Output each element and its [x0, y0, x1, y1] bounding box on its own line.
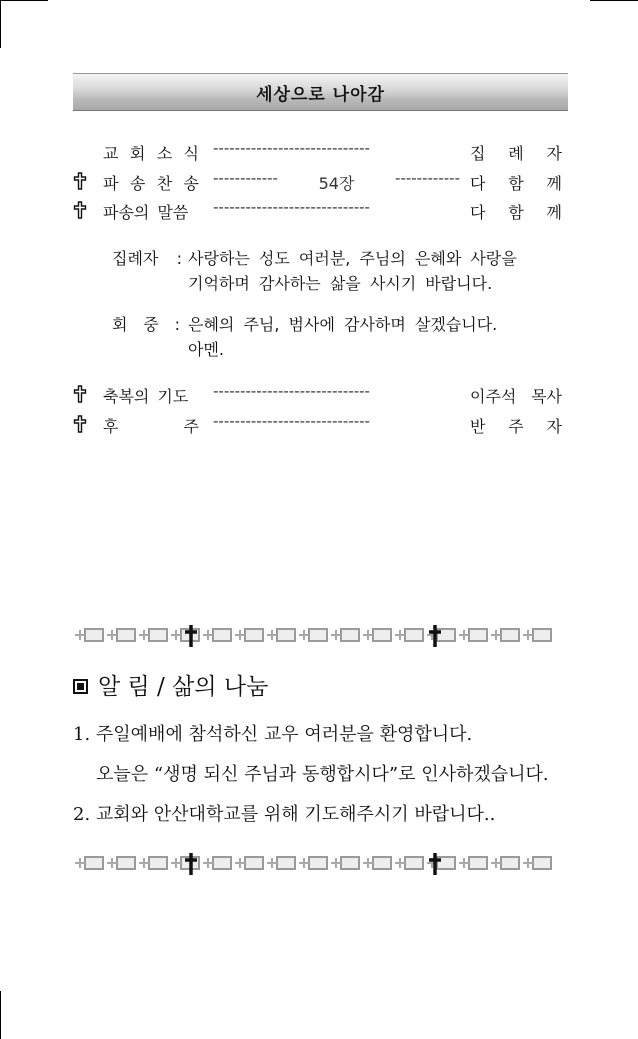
chain-link: [235, 857, 263, 869]
hymn-number: 54장: [313, 171, 361, 192]
chain-link: [523, 857, 551, 869]
crop-mark-bottom-left-v: [0, 991, 1, 1039]
chain-link: [491, 629, 519, 641]
order-item-name-part: 주: [183, 417, 199, 436]
order-item-person-part: 께: [546, 174, 562, 193]
filled-square-icon: [73, 679, 88, 694]
order-item-person-part: 주: [508, 417, 524, 436]
chain-divider-top: [73, 624, 563, 648]
chain-divider-bottom: [73, 852, 563, 876]
order-item-name: [103, 200, 203, 223]
cross-icon: [73, 172, 87, 190]
order-item-name-part: 송: [129, 174, 146, 193]
label-hoe: 회: [112, 315, 128, 334]
order-row: [73, 414, 568, 438]
label-leader: 집례자: [112, 249, 159, 268]
chain-link: [75, 629, 103, 641]
order-item-person-part: 집: [470, 144, 486, 163]
order-item-person: [470, 414, 562, 437]
chain-link: [139, 629, 167, 641]
order-item-person-part: 다: [470, 174, 486, 193]
order-row: [73, 200, 568, 224]
order-row: [73, 171, 568, 195]
chain-link: [491, 857, 519, 869]
chain-link: [267, 629, 295, 641]
chain-link: [331, 857, 359, 869]
order-item-name: [103, 171, 199, 194]
order-item-name: [103, 414, 199, 437]
chain-link: [203, 857, 231, 869]
order-item-person: [470, 200, 562, 223]
order-item-person-part: 자: [546, 144, 562, 163]
order-item-name-part: 기도: [157, 387, 189, 406]
chain-link: [299, 857, 327, 869]
order-item-name-part: 후: [103, 417, 119, 436]
chain-link: [363, 857, 391, 869]
chain-link: [459, 629, 487, 641]
leader-dashes: -----------------------------: [213, 198, 370, 216]
chain-link: [395, 857, 423, 869]
order-item-person-part: 다: [470, 203, 486, 222]
order-item-person-part: 목사: [531, 387, 562, 406]
notice-item-1-cont: 오늘은 “생명 되신 주님과 동행합시다”로 인사하겠습니다.: [96, 764, 549, 785]
order-item-name-part: 교: [103, 144, 119, 163]
leader-dashes: -----------------------------: [213, 139, 370, 157]
chain-link: [459, 857, 487, 869]
leader-dashes: ------------ 54장 ------------: [213, 169, 460, 192]
notice-item-2: 2. 교회와 안산대학교를 위해 기도해주시기 바랍니다..: [73, 804, 496, 825]
notices-title: [73, 668, 268, 701]
cross-icon: [73, 385, 87, 403]
order-item-name: [103, 141, 199, 164]
order-item-name-part: 회: [129, 144, 146, 163]
crop-mark-top-right: [590, 0, 638, 1]
order-row: [73, 141, 568, 165]
order-item-person-part: 이주석: [470, 387, 517, 406]
chain-link: [203, 629, 231, 641]
chain-link: [299, 629, 327, 641]
chain-link: [107, 857, 135, 869]
chain-link: [395, 629, 423, 641]
order-item-person: [470, 141, 562, 164]
order-item-name-part: 식: [183, 144, 199, 163]
label-colon: :: [174, 315, 180, 334]
crop-mark-top-left: [0, 0, 48, 1]
cross-icon: [73, 415, 87, 433]
chain-link: [235, 629, 263, 641]
order-item-person-part: 께: [546, 203, 562, 222]
chain-link: [107, 629, 135, 641]
chain-link: [523, 629, 551, 641]
order-row: [73, 384, 568, 408]
notice-item-1: 1. 주일예배에 참석하신 교우 여러분을 환영합니다.: [73, 724, 473, 745]
section-title-bar: [73, 73, 568, 111]
chain-link: [75, 857, 103, 869]
crop-mark-top-left-v: [0, 0, 1, 48]
order-item-name-part: 말씀: [157, 203, 189, 222]
order-item-name-part: 파: [103, 174, 119, 193]
order-item-person-part: 례: [508, 144, 524, 163]
label-colon: :: [176, 249, 182, 268]
leader-line-2: 기억하며 감사하는 삶을 사시기 바랍니다.: [188, 274, 493, 293]
congregation-line-2: 아멘.: [188, 340, 224, 359]
notices-title-text: 알 림 / 삶의 나눔: [98, 674, 269, 700]
leader-dashes: -----------------------------: [213, 412, 370, 430]
order-item-name-part: 소: [156, 144, 173, 163]
order-item-name-part: 축복의: [103, 387, 150, 406]
chain-link: [331, 629, 359, 641]
chain-link: [363, 629, 391, 641]
leader-dashes: -----------------------------: [213, 382, 370, 400]
order-item-name-part: 파송의: [103, 203, 150, 222]
order-item-name-part: 송: [183, 174, 199, 193]
congregation-line-1: 은혜의 주님, 범사에 감사하며 살겠습니다.: [188, 315, 498, 334]
leader-line-1: 사랑하는 성도 여러분, 주님의 은혜와 사랑을: [188, 249, 517, 268]
order-item-person-part: 함: [508, 174, 524, 193]
cross-icon: [73, 201, 87, 219]
order-item-person: [470, 171, 562, 194]
label-jung: 중: [143, 315, 159, 334]
order-item-name-part: 찬: [156, 174, 173, 193]
section-title: 세상으로 나아감: [256, 84, 385, 105]
chain-link: [139, 857, 167, 869]
order-item-name: [103, 384, 203, 407]
order-item-person-part: 반: [470, 417, 486, 436]
order-item-person: [470, 384, 562, 407]
chain-link: [267, 857, 295, 869]
order-item-person-part: 자: [546, 417, 562, 436]
order-item-person-part: 함: [508, 203, 524, 222]
